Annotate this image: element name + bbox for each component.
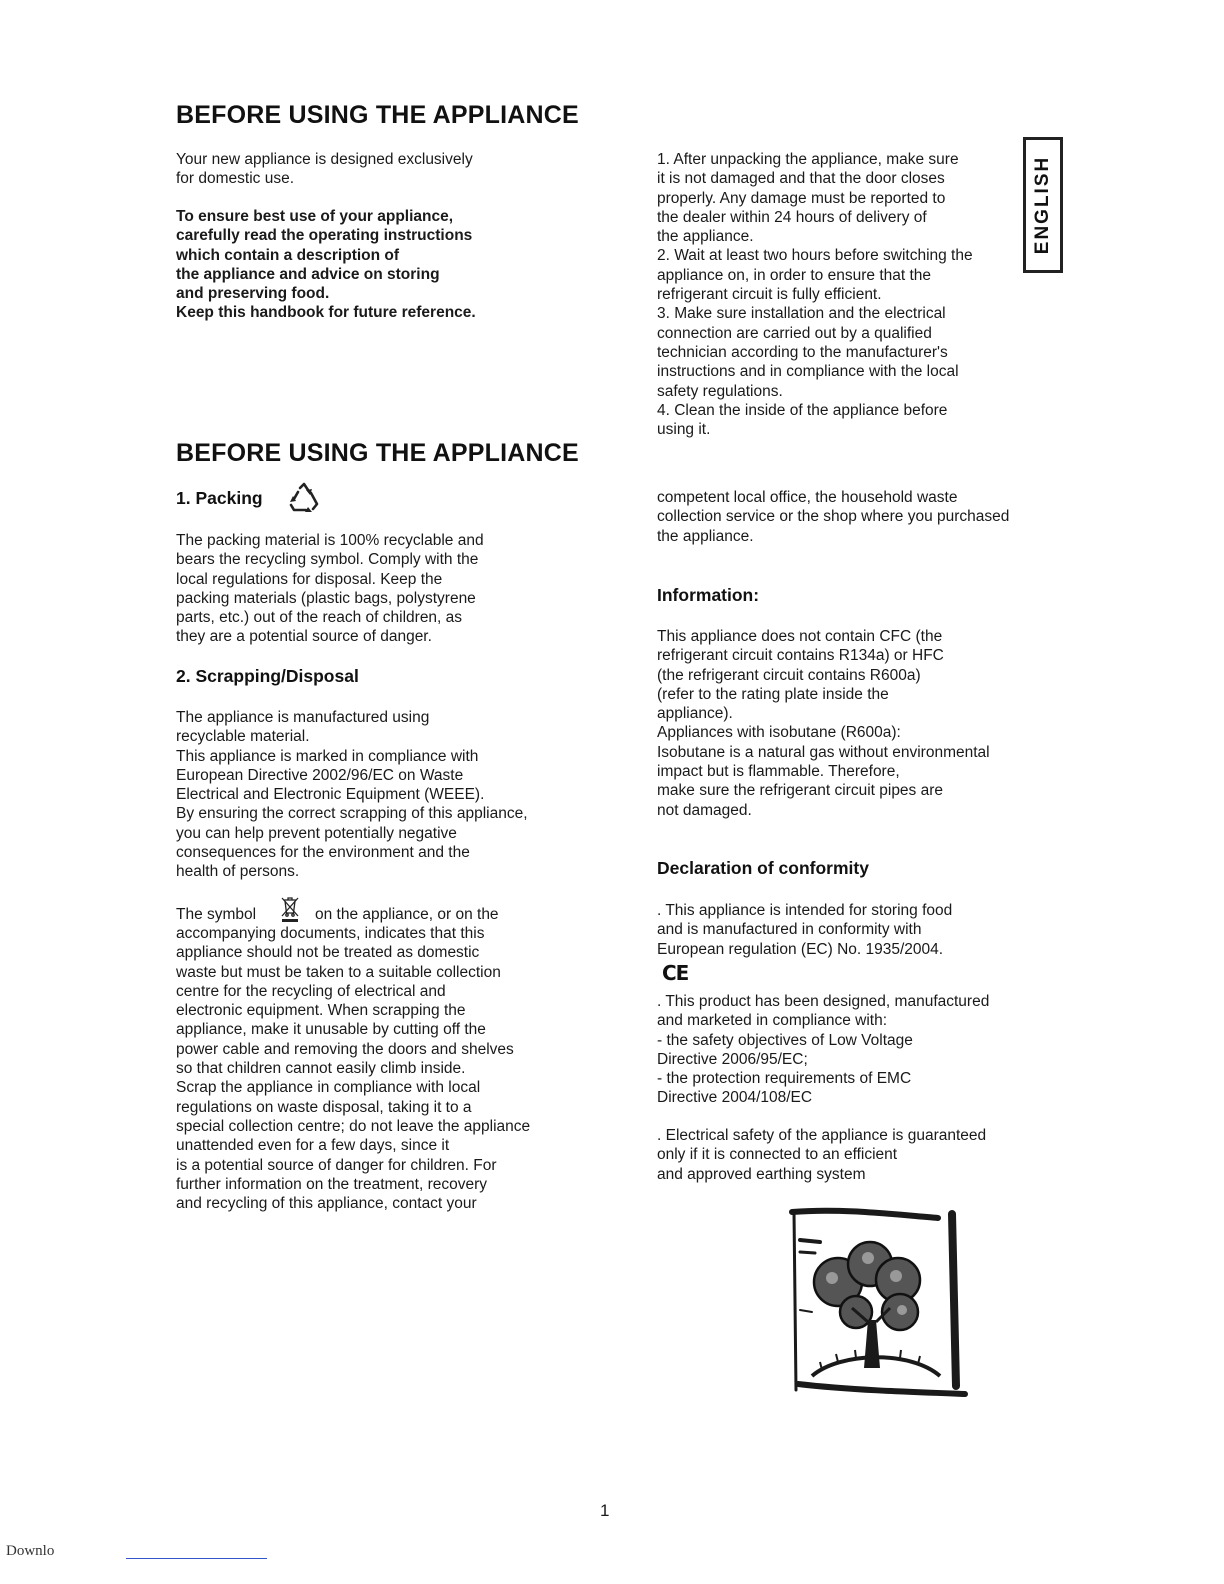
notice-line: which contain a description of: [176, 246, 400, 264]
weee-line: unattended even for a few days, since it: [176, 1137, 450, 1155]
conformity-heading: Declaration of conformity: [657, 858, 869, 878]
information-line: (the refrigerant circuit contains R600a): [657, 666, 921, 684]
step-line: it is not damaged and that the door closes: [657, 170, 945, 188]
conformity-line: and approved earthing system: [657, 1165, 866, 1183]
continued-line: collection service or the shop where you purchased: [657, 508, 1010, 526]
conformity-line: Directive 2006/95/EC;: [657, 1050, 808, 1068]
weee-line: accompanying documents, indicates that this: [176, 925, 485, 942]
conformity-line: . This product has been designed, manufactured: [657, 993, 990, 1010]
disposal-line: Electrical and Electronic Equipment (WEEE).: [176, 786, 485, 804]
information-text: [657, 627, 990, 820]
packing-line: bears the recycling symbol. Comply with the: [176, 551, 479, 569]
disposal-line: health of persons.: [176, 863, 300, 881]
continued-line: competent local office, the household waste: [657, 489, 958, 506]
disposal-line: you can help prevent potentially negative: [176, 824, 457, 842]
conformity-line: and is manufactured in conformity with: [657, 921, 922, 939]
weee-line: special collection centre; do not leave the appliance: [176, 1117, 531, 1135]
weee-line: further information on the treatment, recovery: [176, 1175, 488, 1193]
disposal-line: consequences for the environment and the: [176, 844, 470, 862]
information-line: refrigerant circuit contains R134a) or HFC: [657, 647, 944, 665]
packing-text: [176, 531, 484, 647]
disposal-line: By ensuring the correct scrapping of this appliance,: [176, 805, 528, 823]
step-line: safety regulations.: [657, 382, 783, 400]
weee-line: appliance, make it unusable by cutting off the: [176, 1021, 486, 1039]
weee-line: regulations on waste disposal, taking it to a: [176, 1098, 472, 1116]
conformity-line: Directive 2004/108/EC: [657, 1089, 813, 1107]
disposal-text: [176, 708, 528, 882]
step-line: 4. Clean the inside of the appliance before: [657, 401, 948, 419]
notice-line: the appliance and advice on storing: [176, 265, 440, 283]
step-line: instructions and in compliance with the local: [657, 363, 959, 381]
symbol-text-before: The symbol: [176, 906, 257, 923]
weee-line: centre for the recycling of electrical and: [176, 982, 446, 1000]
packing-heading: 1. Packing: [176, 488, 263, 508]
notice-line: Keep this handbook for future reference.: [176, 304, 476, 322]
disposal-line: The appliance is manufactured using: [176, 709, 430, 726]
packing-line: they are a potential source of danger.: [176, 628, 432, 646]
conformity-para2: [657, 992, 989, 1108]
step-line: the appliance.: [657, 228, 754, 246]
weee-line: power cable and removing the doors and shelves: [176, 1040, 514, 1058]
language-tab: [1023, 137, 1063, 273]
step-line: using it.: [657, 421, 711, 439]
weee-line: Scrap the appliance in compliance with local: [176, 1079, 481, 1097]
weee-line: appliance should not be treated as domestic: [176, 944, 480, 962]
disposal-continued: [657, 488, 1009, 546]
weee-line: waste but must be taken to a suitable collection: [176, 963, 501, 981]
weee-text: [176, 924, 530, 1213]
weee-line: is a potential source of danger for children. For: [176, 1156, 497, 1174]
intro-line: for domestic use.: [176, 170, 295, 188]
information-line: (refer to the rating plate inside the: [657, 685, 889, 703]
step-line: connection are carried out by a qualified: [657, 324, 932, 342]
continued-line: the appliance.: [657, 527, 754, 545]
information-line: This appliance does not contain CFC (the: [657, 628, 943, 645]
section2-title: BEFORE USING THE APPLIANCE: [176, 439, 579, 467]
footer-link-underline[interactable]: [126, 1558, 267, 1559]
notice-line: carefully read the operating instructions: [176, 227, 473, 245]
conformity-line: . Electrical safety of the appliance is guaranteed: [657, 1127, 987, 1144]
symbol-text-after: on the appliance, or on the: [315, 906, 499, 923]
page-number: 1: [600, 1501, 610, 1520]
weee-line: electronic equipment. When scrapping the: [176, 1002, 466, 1020]
step-line: technician according to the manufacturer's: [657, 343, 948, 361]
ce-mark: CE: [662, 961, 689, 985]
notice-line: and preserving food.: [176, 285, 330, 303]
conformity-line: - the safety objectives of Low Voltage: [657, 1031, 913, 1049]
step-line: appliance on, in order to ensure that the: [657, 266, 932, 284]
footer-text: Downlo: [6, 1543, 55, 1559]
conformity-line: - the protection requirements of EMC: [657, 1070, 912, 1088]
information-line: Isobutane is a natural gas without environmental: [657, 743, 990, 761]
intro-line: Your new appliance is designed exclusively: [176, 151, 473, 168]
read-instructions-notice: [176, 207, 476, 323]
conformity-para3: [657, 1126, 986, 1184]
recycle-icon: [286, 482, 322, 514]
weee-line: and recycling of this appliance, contact your: [176, 1195, 477, 1213]
step-line: 1. After unpacking the appliance, make sure: [657, 151, 959, 168]
disposal-line: European Directive 2002/96/EC on Waste: [176, 766, 464, 784]
disposal-line: This appliance is marked in compliance with: [176, 747, 479, 765]
step-line: refrigerant circuit is fully efficient.: [657, 286, 882, 304]
language-tab-label: ENGLISH: [1032, 155, 1053, 255]
information-line: impact but is flammable. Therefore,: [657, 763, 900, 781]
crossed-bin-icon: [279, 895, 301, 923]
weee-line: so that children cannot easily climb inside.: [176, 1060, 466, 1078]
setup-steps: [657, 150, 973, 439]
disposal-line: recyclable material.: [176, 728, 310, 746]
information-line: not damaged.: [657, 801, 752, 819]
packing-line: The packing material is 100% recyclable and: [176, 532, 484, 549]
information-heading: Information:: [657, 585, 760, 605]
disposal-heading: 2. Scrapping/Disposal: [176, 666, 359, 686]
information-line: Appliances with isobutane (R600a):: [657, 724, 901, 742]
information-line: make sure the refrigerant circuit pipes are: [657, 782, 944, 800]
environment-tree-illustration: [760, 1200, 972, 1400]
conformity-line: . This appliance is intended for storing food: [657, 902, 953, 919]
conformity-line: and marketed in compliance with:: [657, 1012, 888, 1030]
intro-text: [176, 150, 473, 189]
packing-line: packing materials (plastic bags, polystyrene: [176, 589, 476, 607]
conformity-line: only if it is connected to an efficient: [657, 1146, 898, 1164]
step-line: 3. Make sure installation and the electrical: [657, 305, 946, 323]
conformity-line: European regulation (EC) No. 1935/2004.: [657, 940, 944, 958]
step-line: properly. Any damage must be reported to: [657, 189, 946, 207]
step-line: 2. Wait at least two hours before switching the: [657, 247, 973, 265]
weee-symbol-line: [176, 905, 596, 924]
notice-line: To ensure best use of your appliance,: [176, 208, 454, 225]
section1-title: BEFORE USING THE APPLIANCE: [176, 101, 579, 129]
conformity-para1: [657, 901, 952, 959]
step-line: the dealer within 24 hours of delivery of: [657, 208, 927, 226]
packing-line: local regulations for disposal. Keep the: [176, 570, 443, 588]
packing-line: parts, etc.) out of the reach of children, as: [176, 609, 463, 627]
information-line: appliance).: [657, 705, 733, 723]
